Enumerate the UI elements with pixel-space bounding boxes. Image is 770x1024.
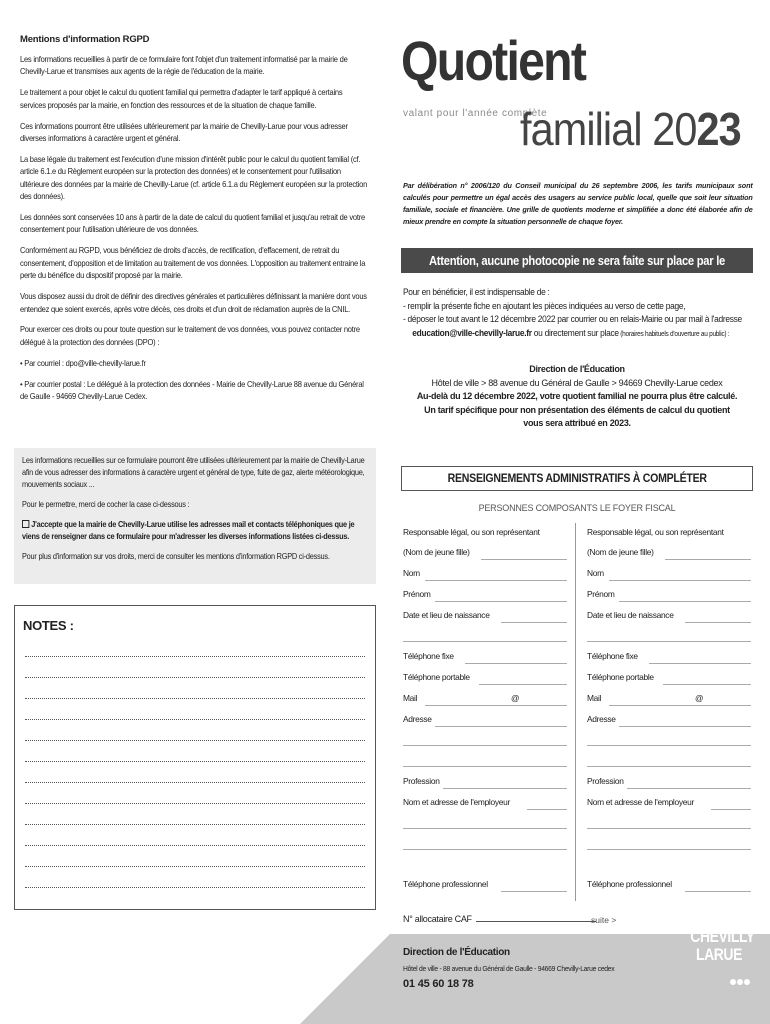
consent-more-info: Pour plus d'information sur vos droits, merci de consulter les mentions d'information RGPD ci-dessus. bbox=[22, 552, 330, 561]
conditions-item: - déposer le tout avant le 12 décembre 2022 par courrier ou en relais-Mairie ou par mail à l'adresse bbox=[403, 314, 742, 324]
notes-line bbox=[25, 845, 365, 846]
field-label: (Nom de jeune fille) bbox=[587, 547, 654, 557]
conditions-text: ou directement sur place bbox=[531, 327, 619, 338]
notes-line bbox=[25, 761, 365, 762]
field-tel-pro[interactable] bbox=[587, 879, 751, 893]
field-line[interactable] bbox=[403, 849, 567, 850]
field-prenom[interactable] bbox=[403, 589, 567, 603]
field-prenom[interactable] bbox=[587, 589, 751, 603]
foyer-subtitle: PERSONNES COMPOSANTS LE FOYER FISCAL bbox=[478, 503, 676, 513]
consent-checkbox[interactable] bbox=[22, 520, 29, 528]
rgpd-paragraph: Vous disposez aussi du droit de définir des directives générales et particulières définissant la manière dont vous entendez que soient exercés, après votre décès, ces droits et d'un droit de réclamation auprès de la CNIL. bbox=[20, 292, 367, 314]
field-line[interactable] bbox=[403, 641, 567, 642]
field-line[interactable] bbox=[587, 766, 751, 767]
consent-instruction: Pour le permettre, merci de cocher la case ci-dessous : bbox=[22, 500, 190, 509]
field-adresse[interactable] bbox=[403, 714, 567, 728]
banner-text: Attention, aucune photocopie ne sera faite sur place par le service bbox=[428, 253, 726, 293]
notes-box[interactable] bbox=[14, 605, 376, 910]
direction-name: Direction de l'Éducation bbox=[529, 364, 625, 374]
field-label: Prénom bbox=[403, 589, 431, 599]
conditions-intro: Pour en bénéficier, il est indispensable de : bbox=[403, 287, 550, 297]
consent-paragraph: Les informations recueillies sur ce formulaire pourront être utilisées ultérieurement par la mairie de Chevilly-Larue afin de vous adresser des informations à caractère urgent et général de type, fuite de gaz, alerte météorologique, mouvements sociaux ... bbox=[22, 456, 365, 489]
field-line bbox=[435, 726, 567, 727]
notes-line bbox=[25, 719, 365, 720]
field-line bbox=[619, 726, 751, 727]
title-year: 23 bbox=[696, 103, 741, 155]
notes-line bbox=[25, 656, 365, 657]
field-line bbox=[425, 580, 567, 581]
notes-line bbox=[25, 782, 365, 783]
notes-line bbox=[25, 887, 365, 888]
education-email-link[interactable]: education@ville-chevilly-larue.fr bbox=[412, 327, 532, 338]
consent-label: J'accepte que la mairie de Chevilly-Larue utilise les adresses mail et contacts téléphoniques que je viens de renseigner dans ce formulaire pour m'adresser les diverses informations listées ci-dessus. bbox=[22, 520, 355, 541]
title-subtitle: valant pour l'année complète bbox=[403, 108, 548, 119]
field-line[interactable] bbox=[403, 745, 567, 746]
conditions-hours: (horaires habituels d'ouverture au public) : bbox=[618, 330, 730, 338]
field-allocataire-caf[interactable] bbox=[403, 914, 596, 924]
notes-line bbox=[25, 677, 365, 678]
renseignements-title-text: RENSEIGNEMENTS ADMINISTRATIFS À COMPLÉTER bbox=[447, 471, 707, 485]
field-label: Date et lieu de naissance bbox=[403, 610, 490, 620]
field-profession[interactable] bbox=[403, 776, 567, 790]
notes-title: NOTES : bbox=[23, 618, 74, 633]
field-adresse[interactable] bbox=[587, 714, 751, 728]
direction-address: Hôtel de ville > 88 avenue du Général de Gaulle > 94669 Chevilly-Larue cedex bbox=[431, 377, 723, 388]
rgpd-paragraph: Conformément au RGPD, vous bénéficiez de droits d'accès, de rectification, d'effacement, de retrait du consentement, d'opposition et de limitation au traitement de vos données. L'opposition au traitement entraine la perte du bénéfice du dispositif proposé par la mairie. bbox=[20, 246, 366, 281]
field-label: Téléphone professionnel bbox=[587, 879, 672, 889]
field-line[interactable] bbox=[403, 828, 567, 829]
consent-statement bbox=[22, 519, 366, 543]
field-naissance[interactable] bbox=[587, 610, 751, 624]
field-line bbox=[665, 559, 751, 560]
footer-phone: 01 45 60 18 78 bbox=[403, 978, 474, 990]
footer-wedge bbox=[300, 934, 390, 1024]
field-nom[interactable] bbox=[587, 568, 751, 582]
field-tel-portable[interactable] bbox=[403, 672, 567, 686]
field-responsable bbox=[587, 527, 751, 541]
field-mail[interactable] bbox=[587, 693, 751, 707]
field-mail[interactable] bbox=[403, 693, 567, 707]
tarif-warning: Un tarif spécifique pour non présentation des éléments de calcul du quotient bbox=[424, 404, 730, 415]
field-label: N° allocataire CAF bbox=[403, 914, 472, 924]
field-label: Mail bbox=[587, 693, 602, 703]
field-label: Profession bbox=[403, 776, 440, 786]
field-profession[interactable] bbox=[587, 776, 751, 790]
footer-title: Direction de l'Éducation bbox=[403, 947, 510, 958]
field-jeune-fille[interactable] bbox=[587, 547, 751, 561]
field-label: Responsable légal, ou son représentant bbox=[587, 527, 724, 537]
field-label: Prénom bbox=[587, 589, 615, 599]
conditions-item-cont bbox=[403, 327, 738, 342]
field-line bbox=[479, 684, 567, 685]
tarif-warning-end: vous sera attribué en 2023. bbox=[523, 418, 631, 428]
field-label: Nom bbox=[587, 568, 604, 578]
conditions-item: - remplir la présente fiche en ajoutant les pièces indiquées au verso de cette page, bbox=[403, 300, 686, 311]
field-line[interactable] bbox=[403, 766, 567, 767]
field-tel-fixe[interactable] bbox=[587, 651, 751, 665]
field-label: Nom et adresse de l'employeur bbox=[587, 797, 694, 807]
rgpd-paragraph: Ces informations pourront être utilisées ultérieurement par la mairie de Chevilly-Larue pour vous adresser diverses informations à caractère urgent et général. bbox=[20, 121, 348, 144]
field-label: Nom bbox=[403, 568, 420, 578]
field-label: Profession bbox=[587, 776, 624, 786]
field-label: Date et lieu de naissance bbox=[587, 610, 674, 620]
field-line bbox=[663, 684, 751, 685]
field-line bbox=[435, 601, 567, 602]
field-tel-fixe[interactable] bbox=[403, 651, 567, 665]
direction-block bbox=[401, 363, 753, 431]
field-line[interactable] bbox=[587, 641, 751, 642]
logo-dots bbox=[730, 972, 751, 990]
rgpd-dpo-postal: • Par courrier postal : Le délégué à la protection des données - Mairie de Chevilly-Larue 88 avenue du Général de Gaulle - 94669 Chevilly-Larue Cedex. bbox=[20, 379, 364, 402]
at-sign: @ bbox=[511, 693, 520, 703]
field-line bbox=[527, 809, 567, 810]
rgpd-paragraph: Pour exercer ces droits ou pour toute question sur le traitement de vos données, vous pouvez contacter notre délégué à la protection des données (DPO) : bbox=[20, 325, 360, 347]
field-label: Téléphone portable bbox=[403, 672, 470, 682]
field-line bbox=[609, 705, 751, 706]
notes-line bbox=[25, 740, 365, 741]
field-label: Nom et adresse de l'employeur bbox=[403, 797, 510, 807]
field-jeune-fille[interactable] bbox=[403, 547, 567, 561]
field-line bbox=[481, 559, 567, 560]
rgpd-paragraph: La base légale du traitement est l'exécution d'une mission d'intérêt public pour le calcul du quotient familial (cf. article 6.1.e du Règlement européen sur la protection des données) et le consentement pour l'utilisation ultérieure des données par la mairie de Chevilly-Larue (cf. article 6.1.a du Règlement européen sur la protection des données). bbox=[20, 154, 368, 202]
field-label: Téléphone professionnel bbox=[403, 879, 488, 889]
field-line[interactable] bbox=[587, 828, 751, 829]
notes-line bbox=[25, 698, 365, 699]
field-line bbox=[609, 580, 751, 581]
field-line[interactable] bbox=[587, 849, 751, 850]
field-nom[interactable] bbox=[403, 568, 567, 582]
field-label: Responsable légal, ou son représentant bbox=[403, 527, 540, 537]
conditions bbox=[403, 286, 763, 341]
field-line bbox=[649, 663, 751, 664]
rgpd-dpo-email: • Par courriel : dpo@ville-chevilly-larue.fr bbox=[20, 358, 146, 368]
renseignements-title bbox=[401, 466, 753, 491]
rgpd-paragraph: Les informations recueillies à partir de ce formulaire font l'objet d'un traitement informatisé par la mairie de Chevilly-Larue et transmises aux agents de la régie de l'éducation de la mairie. bbox=[20, 55, 348, 77]
title-familial bbox=[520, 102, 741, 156]
field-line bbox=[501, 891, 567, 892]
logo-line-1: CHEVILLY bbox=[690, 927, 755, 946]
field-label: Adresse bbox=[403, 714, 432, 724]
title-quotient: Quotient bbox=[401, 29, 586, 92]
rgpd-paragraph: Le traitement a pour objet le calcul du quotient familial qui permettra d'adapter le tarif appliqué à certains services proposés par la mairie, en fonction des ressources et de la situation de chaque famille. bbox=[20, 88, 343, 110]
footer-address: Hôtel de ville - 88 avenue du Général de Gaulle - 94669 Chevilly-Larue cedex bbox=[403, 964, 615, 973]
rgpd-title: Mentions d'information RGPD bbox=[20, 34, 150, 45]
field-employeur[interactable] bbox=[403, 797, 567, 811]
field-label: Mail bbox=[403, 693, 418, 703]
field-responsable bbox=[403, 527, 567, 541]
consent-box bbox=[14, 448, 376, 584]
deadline-warning: Au-delà du 12 décembre 2022, votre quotient familial ne pourra plus être calculé. bbox=[416, 391, 738, 401]
field-line bbox=[627, 788, 751, 789]
rgpd-paragraph: Les données sont conservées 10 ans à partir de la date de calcul du quotient familial et jusqu'au retrait de votre consentement pour l'utilisation ultérieure de vos données. bbox=[20, 213, 365, 235]
field-tel-portable[interactable] bbox=[587, 672, 751, 686]
field-label: Téléphone fixe bbox=[587, 651, 638, 661]
logo-line-2: LARUE bbox=[696, 945, 742, 964]
chevilly-larue-logo bbox=[684, 928, 754, 964]
notes-line bbox=[25, 824, 365, 825]
field-line bbox=[711, 809, 751, 810]
field-line bbox=[465, 663, 567, 664]
field-line[interactable] bbox=[587, 745, 751, 746]
field-line bbox=[443, 788, 567, 789]
field-line bbox=[685, 622, 751, 623]
field-employeur[interactable] bbox=[587, 797, 751, 811]
field-label: (Nom de jeune fille) bbox=[403, 547, 470, 557]
rgpd-section bbox=[20, 34, 372, 412]
field-label: Téléphone fixe bbox=[403, 651, 454, 661]
title-familial-text: familial 20 bbox=[520, 103, 697, 155]
at-sign: @ bbox=[695, 693, 704, 703]
field-line bbox=[425, 705, 567, 706]
field-line bbox=[501, 622, 567, 623]
deliberation-text: Par délibération n° 2006/120 du Conseil municipal du 26 septembre 2006, les tarifs municipaux sont calculés pour permettre un égal accès des usagers au service public local, quelle que soit leur situation familiale, sociale et financière. Une grille de quotients moderne et simplifiée a donc été élaborée afin de mieux prendre en compte la situation personnelle de chaque foyer. bbox=[403, 181, 753, 226]
field-line bbox=[619, 601, 751, 602]
column-divider bbox=[575, 523, 576, 901]
field-tel-pro[interactable] bbox=[403, 879, 567, 893]
field-naissance[interactable] bbox=[403, 610, 567, 624]
field-label: Adresse bbox=[587, 714, 616, 724]
field-label: Téléphone portable bbox=[587, 672, 654, 682]
field-line bbox=[476, 921, 596, 922]
field-line bbox=[685, 891, 751, 892]
notes-line bbox=[25, 803, 365, 804]
suite-link: suite > bbox=[591, 915, 617, 925]
notes-line bbox=[25, 866, 365, 867]
